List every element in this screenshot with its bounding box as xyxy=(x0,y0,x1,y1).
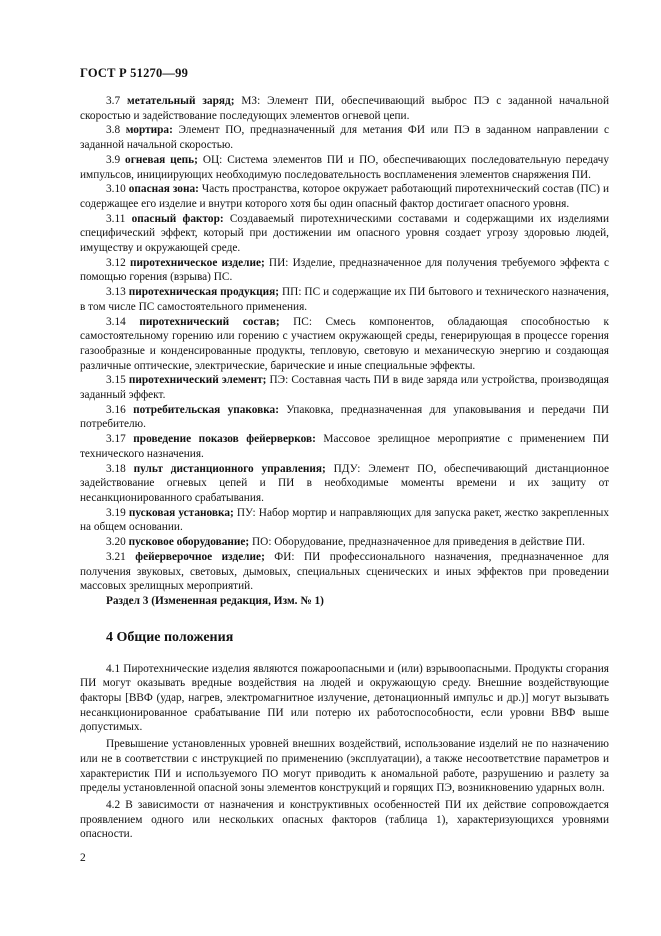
definition-item xyxy=(80,285,609,314)
definition-item xyxy=(80,153,609,182)
definition-number: 3.13 xyxy=(106,286,126,299)
definition-text: МЗ: Элемент ПИ, обеспечивающий выброс ПЭ с заданной начальной скоростью и задействование последующих элементов огневой цепи. xyxy=(80,95,609,122)
definition-item xyxy=(80,506,609,535)
definition-text: Массовое зрелищное мероприятие с применением ПИ технического назначения. xyxy=(80,433,610,460)
definition-text: Элемент ПО, предназначенный для метания ФИ или ПЭ в заданном направлении с заданной начальной скоростью. xyxy=(80,124,609,152)
definition-item xyxy=(80,182,609,211)
definition-item xyxy=(80,550,609,594)
definition-term: метательный заряд; xyxy=(127,95,235,107)
definition-term: фейерверочное изделие; xyxy=(135,550,265,563)
page-number: 2 xyxy=(80,852,86,864)
definition-text: ПП: ПС и содержащие их ПИ бытового и технического назначения, в том числе ПС самостоятельного применения. xyxy=(80,286,609,313)
definition-text: ПС: Смесь компонентов, обладающая способностью к самостоятельному горению или горению с участием окружающей среды, генерирующая в процессе горения газообразные и конденсированные продукты, тепловую, световую и механическую энергию и создающая различные оптические, электрические, барические и иные специальные эффекты. xyxy=(80,315,609,372)
definition-number: 3.8 xyxy=(106,124,121,137)
definitions-list xyxy=(80,94,609,594)
definition-number: 3.15 xyxy=(106,374,126,387)
definition-number: 3.21 xyxy=(106,550,126,563)
definition-text: Создаваемый пиротехническими составами и содержащими их изделиями специфический эффект, который при достижении им опасного уровня создает угрозу здоровью людей, имуществу и окружающей среде. xyxy=(80,212,609,255)
definition-number: 3.7 xyxy=(106,95,121,107)
definition-number: 3.14 xyxy=(106,315,126,328)
definition-item xyxy=(80,212,609,256)
definition-term: проведение показов фейерверков: xyxy=(133,433,316,446)
document-body xyxy=(80,94,609,842)
definition-number: 3.18 xyxy=(106,462,126,475)
section-note: Раздел 3 (Измененная редакция, Изм. № 1) xyxy=(106,594,324,607)
definition-term: опасный фактор: xyxy=(131,212,224,225)
definition-term: опасная зона: xyxy=(128,183,199,196)
definition-number: 3.19 xyxy=(106,506,126,519)
definition-item xyxy=(80,123,609,152)
definition-text: ПДУ: Элемент ПО, обеспечивающий дистанционное задействование огневых цепей и ПИ в необходимые моменты времени и их защиту от несанкционированного срабатывания. xyxy=(80,462,610,504)
definition-item xyxy=(80,403,609,432)
definition-term: пиротехнический элемент; xyxy=(128,374,267,387)
definition-term: огневая цепь; xyxy=(125,153,198,166)
definition-number: 3.10 xyxy=(106,183,126,196)
definition-text: Упаковка, предназначенная для упаковывания и передачи ПИ потребителю. xyxy=(80,403,609,431)
paragraph-4-1-cont: Превышение установленных уровней внешних воздействий, использование изделий не по назначению или не в соответствии с инструкцией по применению (эксплуатации), а также несоответствие параметров и характеристик ПИ и используемого ПО могут приводить к аномальной работе, разрушению и разлету за пределы установленной опасной зоны элементов конструкций и горящих ПЭ, возникновению ударных волн. xyxy=(80,738,609,795)
definition-text: ПЭ: Составная часть ПИ в виде заряда или устройства, производящая заданный эффект. xyxy=(80,374,609,402)
definition-text: ПУ: Набор мортир и направляющих для запуска ракет, жестко закрепленных на общем основании. xyxy=(80,506,609,534)
definition-text: ОЦ: Система элементов ПИ и ПО, обеспечивающих последовательную передачу импульсов, инициирующих необходимую последовательность воспламенения элементов снаряжения ПИ. xyxy=(80,153,609,181)
section-title: 4 Общие положения xyxy=(106,629,234,645)
definition-term: пульт дистанционного управления; xyxy=(133,462,326,475)
definition-item xyxy=(80,432,609,461)
definition-item xyxy=(80,256,609,285)
definition-number: 3.17 xyxy=(106,433,126,446)
definition-number: 3.9 xyxy=(106,153,121,166)
definition-number: 3.16 xyxy=(106,403,126,416)
definition-term: пиротехническая продукция; xyxy=(128,286,280,299)
definition-term: пусковая установка; xyxy=(128,506,234,519)
definition-term: потребительская упаковка: xyxy=(133,403,279,416)
definition-item xyxy=(80,535,609,550)
definition-term: пусковое оборудование; xyxy=(128,536,250,549)
definition-item xyxy=(80,462,609,506)
definition-number: 3.20 xyxy=(106,536,126,549)
definition-number: 3.12 xyxy=(106,256,126,269)
definition-number: 3.11 xyxy=(106,212,126,225)
definition-text: ФИ: ПИ профессионального назначения, предназначенное для получения звуковых, световых, дымовых, специальных сценических и иных эффектов при проведении массовых зрелищных мероприятий. xyxy=(80,550,610,593)
paragraph-4-1: 4.1 Пиротехнические изделия являются пожароопасными и (или) взрывоопасными. Продукты сгорания ПИ могут оказывать вредные воздействия на людей и окружающую среду. Внешние воздействующие факторы [ВВФ (удар, нагрев, электромагнитное излучение, детонационный импульс и др.)] могут вызывать несанкционированное срабатывание ПИ или потерю их работоспособности, если уровни ВВФ выше допустимых. xyxy=(80,662,609,734)
definition-item xyxy=(80,315,609,374)
definition-text: Часть пространства, которое окружает работающий пиротехнический состав (ПС) и содержащее его изделие и внутри которого хотя бы один опасный фактор достигает опасного уровня. xyxy=(80,183,609,210)
definition-term: пиротехническое изделие; xyxy=(129,256,265,269)
definition-item xyxy=(80,373,609,402)
definition-term: пиротехнический состав; xyxy=(139,315,280,328)
definition-text: ПИ: Изделие, предназначенное для получения требуемого эффекта с помощью горения (взрыва) ПС. xyxy=(80,256,609,284)
definition-text: ПО: Оборудование, предназначенное для приведения в действие ПИ. xyxy=(249,536,585,549)
paragraph-4-2: 4.2 В зависимости от назначения и конструктивных особенностей ПИ их действие сопровождается проявлением одного или нескольких опасных факторов (таблица 1), характеризующихся уровнями опасности. xyxy=(80,798,609,841)
definition-term: мортира: xyxy=(125,124,173,137)
definition-item xyxy=(80,94,609,123)
standard-header: ГОСТ Р 51270—99 xyxy=(80,66,189,80)
